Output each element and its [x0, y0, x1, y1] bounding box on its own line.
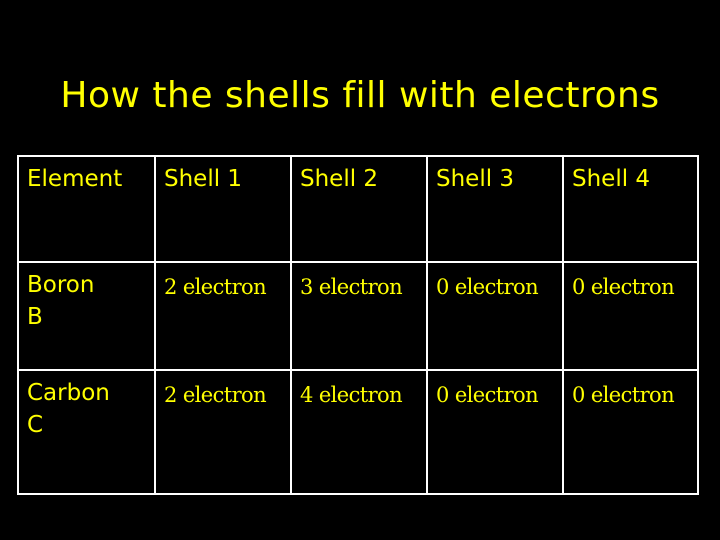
slide-title: How the shells fill with electrons: [60, 75, 660, 116]
element-label: [27, 371, 154, 441]
header-cell-element: [18, 156, 155, 262]
shell-1-cell: [155, 262, 291, 370]
element-symbol: B: [27, 304, 43, 330]
element-name: Carbon: [27, 380, 110, 406]
header-cell-shell-2: [291, 156, 427, 262]
element-label: [27, 263, 154, 333]
shell-1-value: 2 electron: [164, 383, 267, 407]
header-shell-3-label: Shell 3: [436, 166, 515, 192]
shell-2-value: 4 electron: [300, 383, 403, 407]
shell-4-value: 0 electron: [572, 275, 675, 299]
element-cell-carbon: [18, 370, 155, 494]
table-row: [18, 262, 698, 370]
shell-1-cell: [155, 370, 291, 494]
shell-2-cell: [291, 262, 427, 370]
table-row: [18, 370, 698, 494]
shell-3-cell: [427, 262, 563, 370]
shell-3-cell: [427, 370, 563, 494]
header-shell-4-label: Shell 4: [572, 166, 651, 192]
shell-1-value: 2 electron: [164, 275, 267, 299]
element-name: Boron: [27, 272, 95, 298]
shell-4-cell: [563, 370, 698, 494]
element-cell-boron: [18, 262, 155, 370]
shell-2-cell: [291, 370, 427, 494]
shell-3-value: 0 electron: [436, 275, 539, 299]
table-header-row: [18, 156, 698, 262]
header-cell-shell-1: [155, 156, 291, 262]
shell-4-value: 0 electron: [572, 383, 675, 407]
header-cell-shell-3: [427, 156, 563, 262]
electron-shell-table: [17, 155, 699, 495]
header-element-label: Element: [27, 166, 123, 192]
header-shell-2-label: Shell 2: [300, 166, 379, 192]
shell-3-value: 0 electron: [436, 383, 539, 407]
shell-4-cell: [563, 262, 698, 370]
element-symbol: C: [27, 412, 44, 438]
header-cell-shell-4: [563, 156, 698, 262]
shell-2-value: 3 electron: [300, 275, 403, 299]
header-shell-1-label: Shell 1: [164, 166, 243, 192]
